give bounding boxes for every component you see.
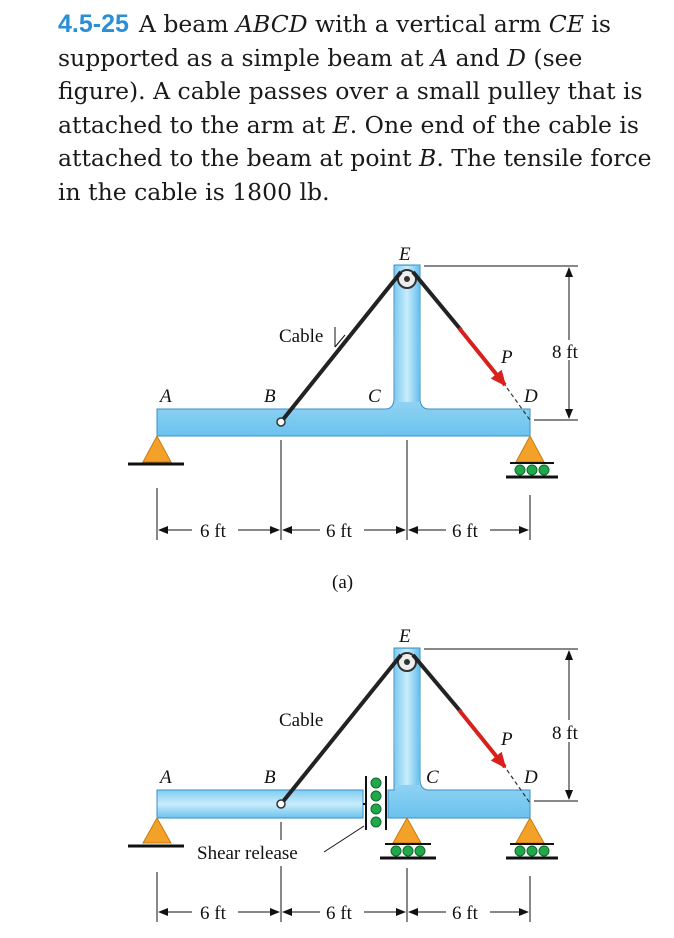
shear-release-roller: [371, 791, 381, 801]
roller-wheel: [539, 846, 549, 856]
dim-label-cd: 6 ft: [452, 903, 478, 924]
roller-wheel: [515, 465, 525, 475]
label-a: A: [160, 386, 172, 407]
problem-text: (see figure). A cable passes over a small pulley that is attached to the arm at: [58, 43, 643, 139]
label-b: B: [264, 767, 276, 788]
problem-text: is supported as a simple beam at: [58, 10, 611, 72]
figure-b: [128, 626, 579, 924]
arm-name: CE: [548, 10, 584, 38]
problem-text: A beam: [138, 10, 237, 38]
figure-a: [128, 244, 579, 593]
problem-text: . The tensile force in the cable is 1800 lb.: [58, 144, 652, 206]
label-e: E: [399, 244, 411, 265]
cable-label: Cable: [279, 710, 324, 731]
label-e: E: [399, 626, 411, 647]
roller-wheel: [527, 846, 537, 856]
shear-release-roller: [371, 817, 381, 827]
shear-release-leader: [324, 826, 364, 852]
support-a-name: A: [430, 43, 448, 72]
shear-release-label: Shear release: [197, 843, 298, 864]
label-d: D: [524, 767, 538, 788]
roller-support-d: [516, 818, 544, 843]
point-b-name: B: [419, 144, 437, 172]
label-c: C: [426, 767, 439, 788]
dim-label-bc: 6 ft: [326, 903, 352, 924]
point-e-name: E: [332, 110, 350, 139]
roller-wheel: [527, 465, 537, 475]
cable-label: Cable: [279, 326, 324, 347]
pulley-e-center: [404, 659, 410, 665]
beam-name: ABCD: [236, 10, 308, 38]
beam-ab: [157, 790, 363, 818]
cable-segment-be: [281, 272, 401, 422]
label-p: P: [501, 347, 513, 368]
problem-text: . One end of the cable is attached to the beam at point: [58, 110, 639, 172]
label-p: P: [501, 729, 513, 750]
pin-support-a: [143, 818, 171, 843]
dim-label-ab: 6 ft: [200, 521, 226, 542]
label-a: A: [160, 767, 172, 788]
dim-label-ab: 6 ft: [200, 903, 226, 924]
roller-wheel: [403, 846, 413, 856]
dim-label-bc: 6 ft: [326, 521, 352, 542]
roller-wheel: [515, 846, 525, 856]
roller-wheel: [391, 846, 401, 856]
problem-text: and: [447, 43, 508, 72]
shear-release-roller: [371, 778, 381, 788]
support-d-name: D: [507, 43, 526, 72]
figure-a-caption: (a): [332, 572, 354, 593]
pin-b: [277, 800, 285, 808]
label-b: B: [264, 386, 276, 407]
label-c: C: [368, 386, 381, 407]
problem-text: with a vertical arm: [307, 10, 549, 38]
roller-support-d: [516, 436, 544, 462]
dim-label-cd: 6 ft: [452, 521, 478, 542]
force-p-arrow: [459, 710, 505, 767]
shear-release-roller: [371, 804, 381, 814]
force-p-arrow: [459, 328, 505, 385]
pin-support-a: [143, 436, 171, 462]
pulley-e-center: [404, 276, 410, 282]
roller-wheel: [539, 465, 549, 475]
height-label: 8 ft: [552, 342, 578, 363]
beam-abcd: [157, 265, 530, 436]
pin-b: [277, 418, 285, 426]
roller-support-c: [393, 818, 421, 843]
roller-wheel: [415, 846, 425, 856]
label-d: D: [524, 386, 538, 407]
height-label: 8 ft: [552, 723, 578, 744]
problem-number: 4.5-25: [58, 10, 129, 38]
